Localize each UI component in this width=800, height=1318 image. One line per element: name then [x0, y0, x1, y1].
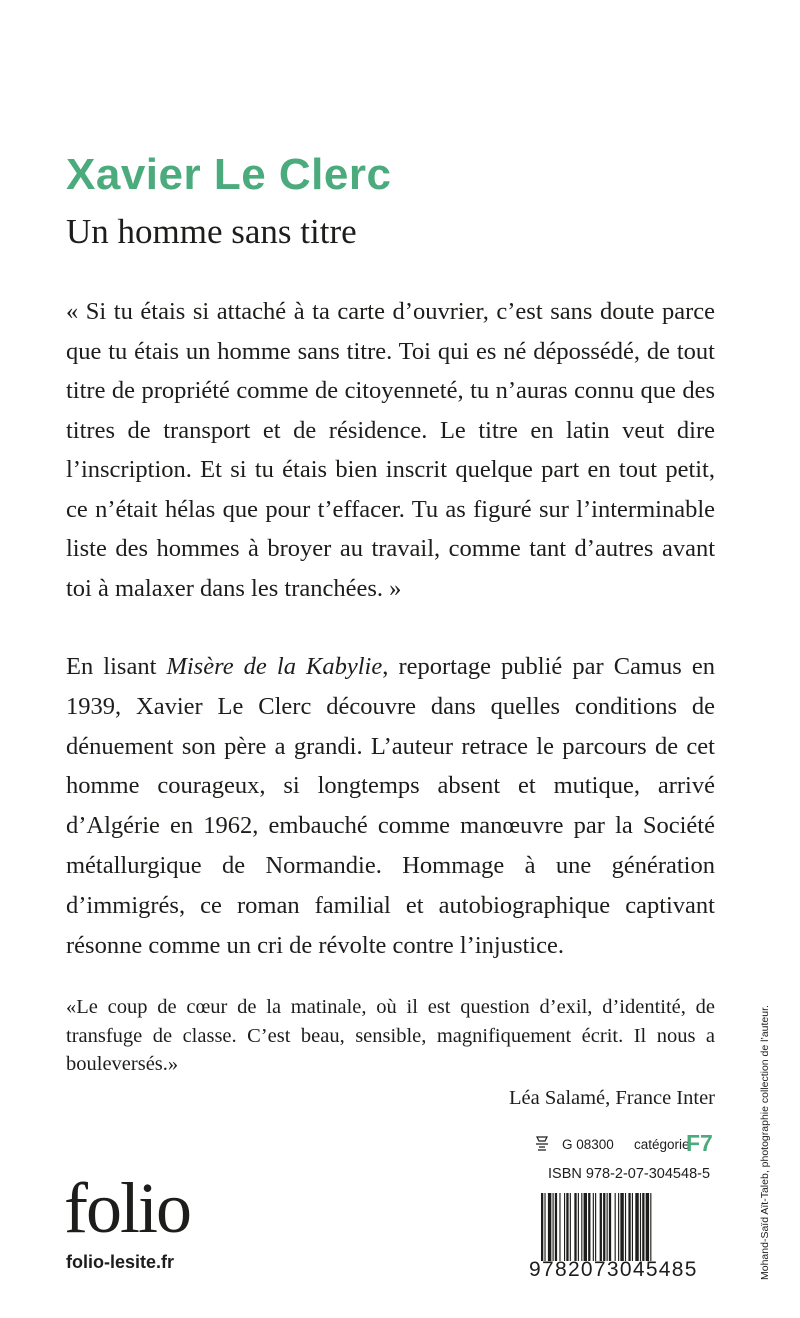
author-name: Xavier Le Clerc — [66, 150, 392, 199]
barcode — [541, 1193, 717, 1261]
barcode-bar — [566, 1193, 568, 1261]
barcode-bar — [620, 1193, 623, 1261]
book-description — [66, 647, 715, 965]
photo-credit: Mohand-Saïd Aït-Taleb, photographie collection de l’auteur. — [759, 1005, 771, 1280]
barcode-bar — [628, 1193, 630, 1261]
barcode-bar — [632, 1193, 633, 1261]
barcode-bar — [578, 1193, 579, 1261]
excerpt-quote: « Si tu étais si attaché à ta carte d’ouvrier, c’est sans doute parce que tu étais un homme sans titre. Toi qui es né dépossédé, de tout titre de propriété comme de citoyenneté, tu n’auras connu que des titres de transport et de résidence. Le titre en latin veut dire l’inscription. Et si tu étais bien inscrit quelque part en tout petit, ce n’était hélas que pour t’effacer. Tu as figuré sur l’interminable liste des hommes à broyer au travail, comme tant d’autres avant toi à malaxer dans les tranchées. » — [66, 298, 715, 602]
cited-book-title: Misère de la Kabylie — [166, 653, 383, 680]
barcode-bar — [609, 1193, 611, 1261]
category-label: catégorie — [634, 1137, 690, 1152]
barcode-bar — [548, 1193, 551, 1261]
price-code-row — [534, 1132, 714, 1158]
barcode-bar — [581, 1193, 582, 1261]
barcode-bar — [584, 1193, 587, 1261]
isbn: ISBN 978-2-07-304548-5 — [548, 1166, 711, 1182]
book-title: Un homme sans titre — [66, 212, 357, 251]
barcode-bar — [553, 1193, 554, 1261]
barcode-bar — [615, 1193, 616, 1261]
publisher-logo: folio — [64, 1168, 190, 1248]
barcode-bar — [618, 1193, 619, 1261]
press-quote: «Le coup de cœur de la matinale, où il est question d’exil, d’identité, de transfuge de classe. C’est beau, sensible, magnifiquement écrit. Il nous a bouleversés.» — [66, 996, 715, 1075]
barcode-bar — [625, 1193, 626, 1261]
publisher-website: folio-lesite.fr — [66, 1252, 175, 1272]
barcode-bar — [541, 1193, 543, 1261]
barcode-bar — [595, 1193, 596, 1261]
barcode-bar — [650, 1193, 651, 1261]
category-code: F7 — [686, 1130, 713, 1156]
barcode-bar — [574, 1193, 576, 1261]
barcode-bar — [640, 1193, 641, 1261]
description-body: , reportage publié par Camus en 1939, Xavier Le Clerc découvre dans quelles conditions de dénuement son père a grandi. L’auteur retrace le parcours de cet homme courageux, si longtemps absent et mutique, arrivé d’Algérie en 1962, embauché comme manœuvre par la Société métallurgique de Normandie. Hommage à une génération d’immigrés, ce roman familial et autobiographique captivant résonne comme un cri de révolte contre l’injustice. — [66, 653, 716, 959]
press-source: Léa Salamé, France Inter — [508, 1087, 715, 1109]
barcode-bar — [588, 1193, 590, 1261]
barcode-bar — [570, 1193, 571, 1261]
barcode-bar — [555, 1193, 557, 1261]
barcode-bar — [603, 1193, 605, 1261]
barcode-bar — [600, 1193, 602, 1261]
barcode-bar — [646, 1193, 649, 1261]
barcode-bar — [564, 1193, 565, 1261]
barcode-bar — [544, 1193, 545, 1261]
barcode-bar — [607, 1193, 608, 1261]
barcode-bar — [635, 1193, 638, 1261]
price-code: G 08300 — [562, 1137, 614, 1152]
barcode-bar — [559, 1193, 560, 1261]
barcode-bar — [593, 1193, 594, 1261]
description-lead: En lisant — [66, 653, 167, 680]
recycle-icon — [534, 1135, 550, 1153]
barcode-digits: 9782073045485 — [529, 1258, 698, 1281]
barcode-bar — [642, 1193, 644, 1261]
